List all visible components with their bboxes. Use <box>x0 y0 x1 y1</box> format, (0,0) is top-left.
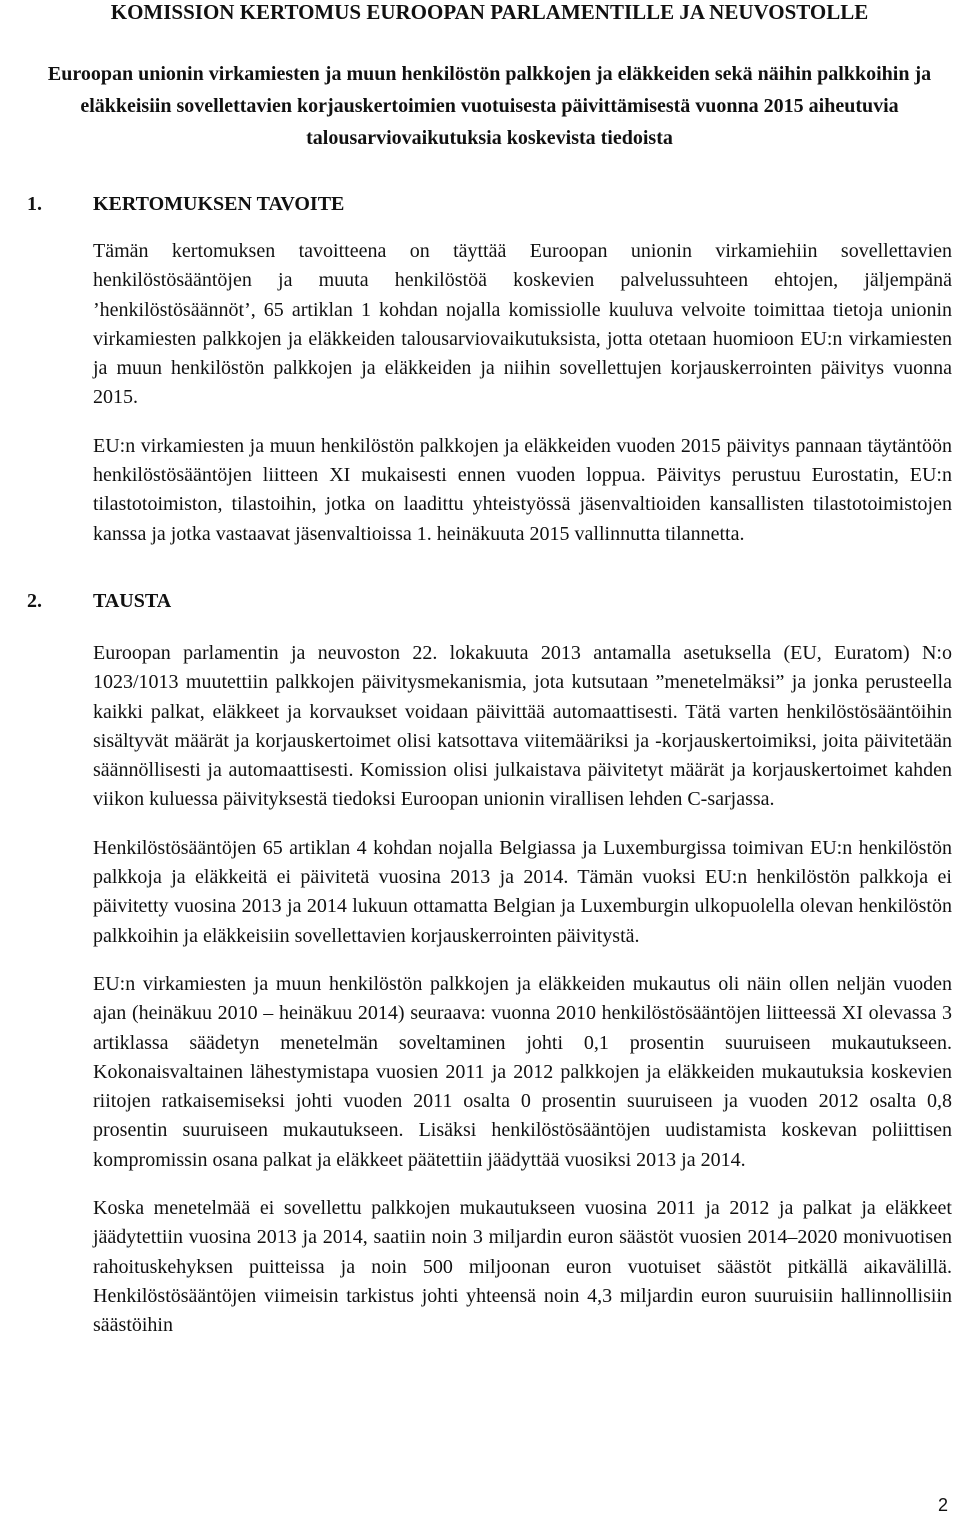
section-number: 1. <box>27 193 42 215</box>
section-objective <box>27 190 952 549</box>
section-body <box>27 639 952 1341</box>
section-heading <box>27 190 952 218</box>
section-heading <box>27 587 952 615</box>
section-body <box>27 237 952 549</box>
paragraph: EU:n virkamiesten ja muun henkilöstön palkkojen ja eläkkeiden vuoden 2015 päivitys pannaan täytäntöön henkilöstösääntöjen liitteen XI mukaisesti ennen vuoden loppua. Päivitys perustuu Eurostatin, EU:n tilastotoimiston, tilastoihin, jotka on laadittu yhteistyössä jäsenvaltioiden kansallisten tilastotoimistojen kanssa ja jotka vastaavat jäsenvaltioissa 1. heinäkuuta 2015 vallinnutta tilannetta. <box>93 434 952 545</box>
paragraph: Euroopan parlamentin ja neuvoston 22. lokakuuta 2013 antamalla asetuksella (EU, Euratom) N:o 1023/1013 muutettiin palkkojen päivitysmekanismia, jota kutsutaan ”menetelmäksi” ja jonka perusteella kaikki palkat, eläkkeet ja korvaukset voidaan päivittää automaattisesti. Tätä varten henkilöstösääntöihin sisältyvät määrät ja korjauskertoimet olisi katsottava viitemääriksi ja -korjauskertoimiksi, joita päivitetään säännöllisesti ja automaattisesti. Komission olisi julkaistava päivitetyt määrät ja korjauskertoimet kahden viikon kuluessa päivityksestä tiedoksi Euroopan unionin virallisen lehden C-sarjassa. <box>93 641 952 811</box>
section-title: TAUSTA <box>93 589 172 612</box>
paragraph: Henkilöstösääntöjen 65 artiklan 4 kohdan nojalla Belgiassa ja Luxemburgissa toimivan EU:n henkilöstön palkkoja ja eläkkeitä ei päivitetä vuosina 2013 ja 2014. Tämän vuoksi EU:n henkilöstön palkkoja ei päivitetty vuosina 2013 ja 2014 lukuun ottamatta Belgian ja Luxemburgin ulkopuolella olevan henkilöstön palkkoihin ja eläkkeisiin sovellettavien korjauskerrointen päivitystä. <box>93 836 952 947</box>
paragraph: Koska menetelmää ei sovellettu palkkojen mukautukseen vuosina 2011 ja 2012 ja palkat ja eläkkeet jäädytettiin vuosina 2013 ja 2014, saatiin noin 3 miljardin euron säästöt vuosien 2014–2020 monivuotisen rahoituskehyksen puitteissa ja noin 500 miljoonan euron vuotuiset säästöt pitkällä aikavälillä. Henkilöstösääntöjen viimeisin tarkistus johti yhteensä noin 4,3 miljardin euron suuruisiin hallinnollisiin säästöihin <box>93 1197 952 1337</box>
document-title: KOMISSION KERTOMUS EUROOPAN PARLAMENTILLE JA NEUVOSTOLLE <box>110 0 869 24</box>
section-title: KERTOMUKSEN TAVOITE <box>93 193 345 215</box>
section-background <box>27 587 952 1341</box>
section-number: 2. <box>27 589 42 612</box>
document-subtitle: Euroopan unionin virkamiesten ja muun henkilöstön palkkojen ja eläkkeiden sekä näihin palkkoihin ja eläkkeisiin sovellettavien korjauskertoimien vuotuisesta päivittämisestä vuonna 2015 aiheutuvia talousarviovaikutuksia koskevista tiedoista <box>47 63 932 149</box>
page-number: 2 <box>937 1495 948 1515</box>
paragraph: EU:n virkamiesten ja muun henkilöstön palkkojen ja eläkkeiden mukautus oli näin ollen neljän vuoden ajan (heinäkuu 2010 – heinäkuu 2014) seuraava: vuonna 2010 henkilöstösääntöjen liitteessä XI olevassa 3 artiklassa säädetyn menetelmän soveltaminen johti 0,1 prosentin suuruiseen mukautukseen. Kokonaisvaltainen lähestymistapa vuosien 2011 ja 2012 palkkojen ja eläkkeiden mukautuksia koskevien riitojen ratkaisemiseksi johti vuoden 2011 osalta 0 prosentin suuruiseen ja vuoden 2012 osalta 0,8 prosentin suuruiseen mukautukseen. Lisäksi henkilöstösääntöjen uudistamista koskevan poliittisen kompromissin osana palkat ja eläkkeet päätettiin jäädyttää vuosiksi 2013 ja 2014. <box>93 972 952 1171</box>
paragraph: Tämän kertomuksen tavoitteena on täyttää Euroopan unionin virkamiehiin sovellettavien henkilöstösääntöjen ja muuta henkilöstöä koskevien palvelussuhteen ehtojen, jäljempänä ’henkilöstösäännöt’, 65 artiklan 1 kohdan nojalla komissiolle kuuluva velvoite toimittaa tietoja unionin virkamiesten palkkojen ja eläkkeiden talousarviovaikutuksista, jotta otetaan huomioon EU:n virkamiesten ja muun henkilöstön palkkojen ja eläkkeiden ja niihin sovellettujen korjauskerrointen päivitys vuonna 2015. <box>93 240 952 409</box>
